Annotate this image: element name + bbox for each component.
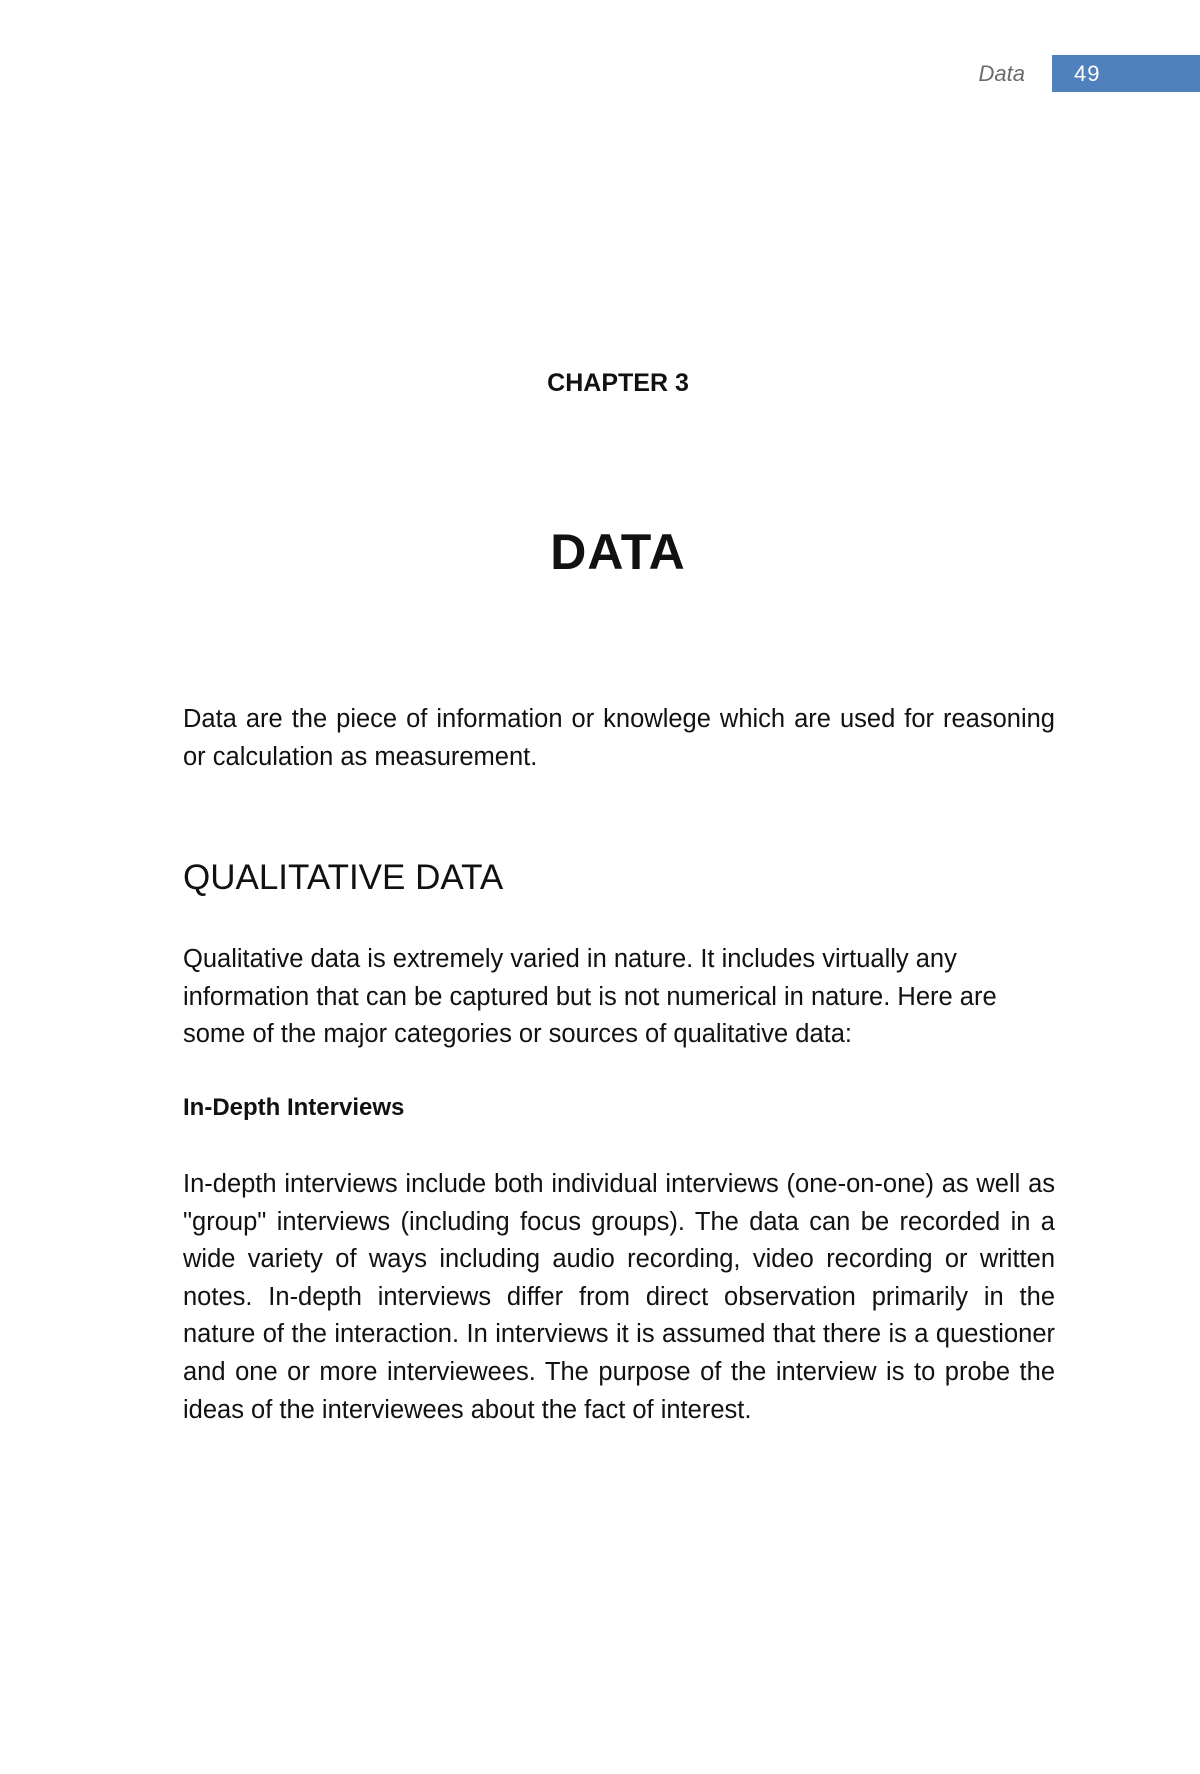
subsection-paragraph: In-depth interviews include both individual interviews (one-on-one) as well as "group" interviews (including focus groups). The data can be recorded in a wide variety of ways including audio recording, video recording or written notes. In-depth interviews differ from direct observation primarily in the nature of the interaction. In interviews it is assumed that there is a questioner and one or more interviewees. The purpose of the interview is to probe the ideas of the interviewees about the fact of interest. [183, 1170, 1055, 1424]
section-paragraph: Qualitative data is extremely varied in nature. It includes virtually any information that can be captured but is not numerical in nature. Here are some of the major categories or sources of qualitative data: [183, 945, 997, 1049]
subsection-heading: In-Depth Interviews [183, 1094, 405, 1121]
section-heading: QUALITATIVE DATA [183, 858, 504, 897]
chapter-title: DATA [550, 524, 686, 580]
page-number-tab [1052, 55, 1200, 92]
intro-paragraph: Data are the piece of information or knowlege which are used for reasoning or calculation as measurement. [183, 705, 1055, 771]
running-header-title: Data [978, 61, 1025, 86]
page-number: 49 [1074, 61, 1101, 86]
chapter-label: CHAPTER 3 [547, 369, 689, 397]
